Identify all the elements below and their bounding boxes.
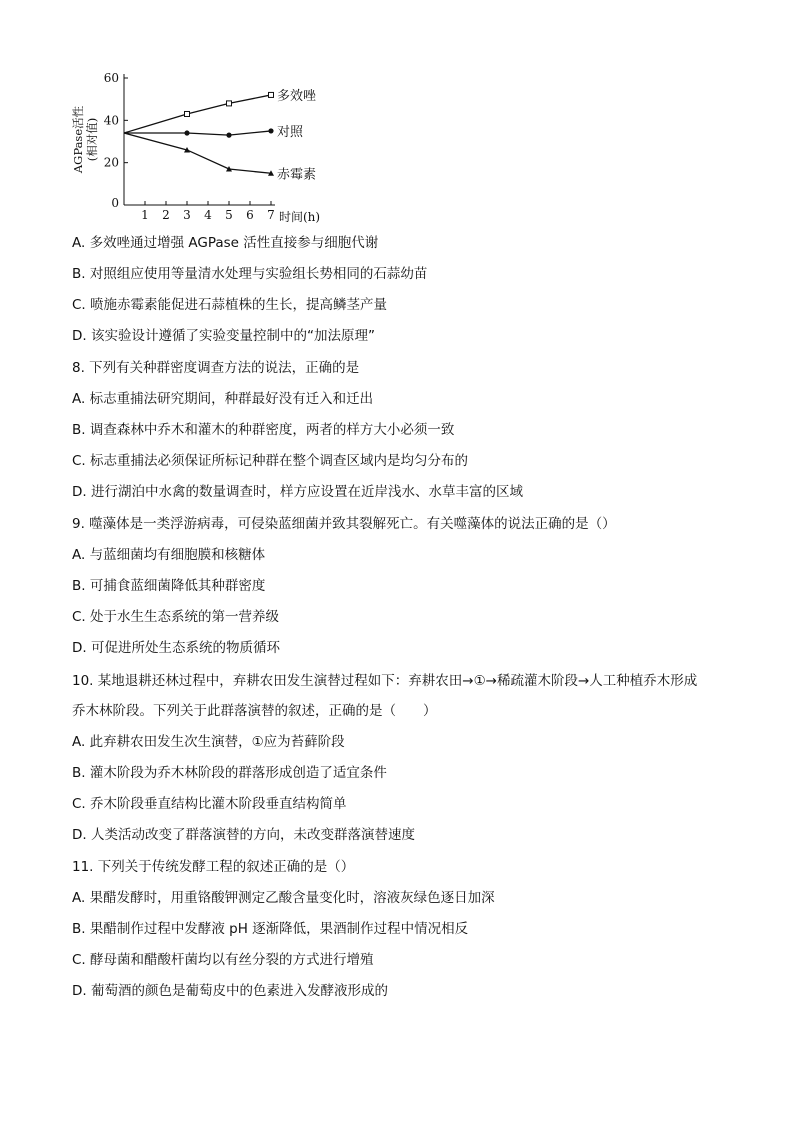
x-tick-label: 7 (267, 208, 275, 222)
option-10d: D. 人类活动改变了群落演替的方向，未改变群落演替速度 (72, 827, 415, 843)
data-point-square (227, 101, 232, 106)
option-9b: B. 可捕食蓝细菌降低其种群密度 (72, 578, 266, 594)
series-line-2 (124, 133, 271, 173)
option-7c: C. 喷施赤霉素能促进石蒜植株的生长，提高鳞茎产量 (72, 297, 388, 313)
option-9c: C. 处于水生生态系统的第一营养级 (72, 609, 280, 625)
origin-label: 0 (111, 196, 119, 210)
question-11: 11. 下列关于传统发酵工程的叙述正确的是（） (72, 859, 355, 875)
agpase-activity-chart (66, 62, 356, 230)
question-10-line1: 10. 某地退耕还林过程中，弃耕农田发生演替过程如下：弃耕农田→①→稀疏灌木阶段→人工种植乔木形成 (72, 673, 698, 689)
question-9: 9. 噬藻体是一类浮游病毒，可侵染蓝细菌并致其裂解死亡。有关噬藻体的说法正确的是（） (72, 516, 616, 532)
y-tick-label: 20 (103, 155, 119, 170)
option-11d: D. 葡萄酒的颜色是葡萄皮中的色素进入发酵液形成的 (72, 983, 388, 999)
data-point-circle (226, 133, 231, 138)
data-point-square (185, 111, 190, 116)
data-point-circle (184, 130, 189, 135)
series-line-1 (124, 131, 271, 135)
x-tick-label: 4 (204, 208, 212, 222)
data-point-square (269, 92, 274, 97)
option-9a: A. 与蓝细菌均有细胞膜和核糖体 (72, 547, 266, 563)
question-10-line2: 乔木林阶段。下列关于此群落演替的叙述，正确的是（ ） (72, 703, 437, 719)
y-axis-label-line2: (相对值) (85, 117, 99, 162)
y-tick-label: 60 (103, 71, 119, 85)
y-tick-label: 40 (103, 113, 119, 128)
option-8b: B. 调查森林中乔木和灌木的种群密度，两者的样方大小必须一致 (72, 422, 455, 438)
option-7a: A. 多效唑通过增强 AGPase 活性直接参与细胞代谢 (72, 235, 379, 251)
option-8a: A. 标志重捕法研究期间，种群最好没有迁入和迁出 (72, 391, 374, 407)
x-tick-label: 1 (141, 208, 149, 222)
x-tick-label: 5 (225, 208, 233, 222)
option-8c: C. 标志重捕法必须保证所标记种群在整个调查区域内是均匀分布的 (72, 453, 469, 469)
option-11c: C. 酵母菌和醋酸杆菌均以有丝分裂的方式进行增殖 (72, 952, 374, 968)
option-11a: A. 果醋发酵时，用重铬酸钾测定乙酸含量变化时，溶液灰绿色逐日加深 (72, 890, 495, 906)
chart-svg (66, 62, 356, 230)
x-tick-label: 3 (183, 208, 191, 222)
x-tick-label: 2 (162, 208, 170, 222)
option-10b: B. 灌木阶段为乔木林阶段的群落形成创造了适宜条件 (72, 765, 387, 781)
option-11b: B. 果醋制作过程中发酵液 pH 逐渐降低，果酒制作过程中情况相反 (72, 921, 469, 937)
option-10a: A. 此弃耕农田发生次生演替，①应为苔藓阶段 (72, 734, 345, 750)
option-10c: C. 乔木阶段垂直结构比灌木阶段垂直结构简单 (72, 796, 347, 812)
data-point-circle (268, 128, 273, 133)
x-tick-label: 6 (246, 208, 254, 222)
x-axis-label: 时间(h) (279, 210, 321, 224)
series-label-1: 对照 (277, 124, 304, 140)
option-7d: D. 该实验设计遵循了实验变量控制中的“加法原理” (72, 328, 375, 344)
series-line-0 (124, 95, 271, 133)
option-7b: B. 对照组应使用等量清水处理与实验组长势相同的石蒜幼苗 (72, 266, 428, 282)
question-8: 8. 下列有关种群密度调查方法的说法，正确的是 (72, 360, 360, 376)
series-label-0: 多效唑 (277, 88, 317, 104)
y-axis-label-line1: AGPase活性 (71, 105, 85, 174)
series-label-2: 赤霉素 (277, 167, 317, 183)
option-8d: D. 进行湖泊中水禽的数量调查时，样方应设置在近岸浅水、水草丰富的区域 (72, 484, 523, 500)
option-9d: D. 可促进所处生态系统的物质循环 (72, 640, 280, 656)
